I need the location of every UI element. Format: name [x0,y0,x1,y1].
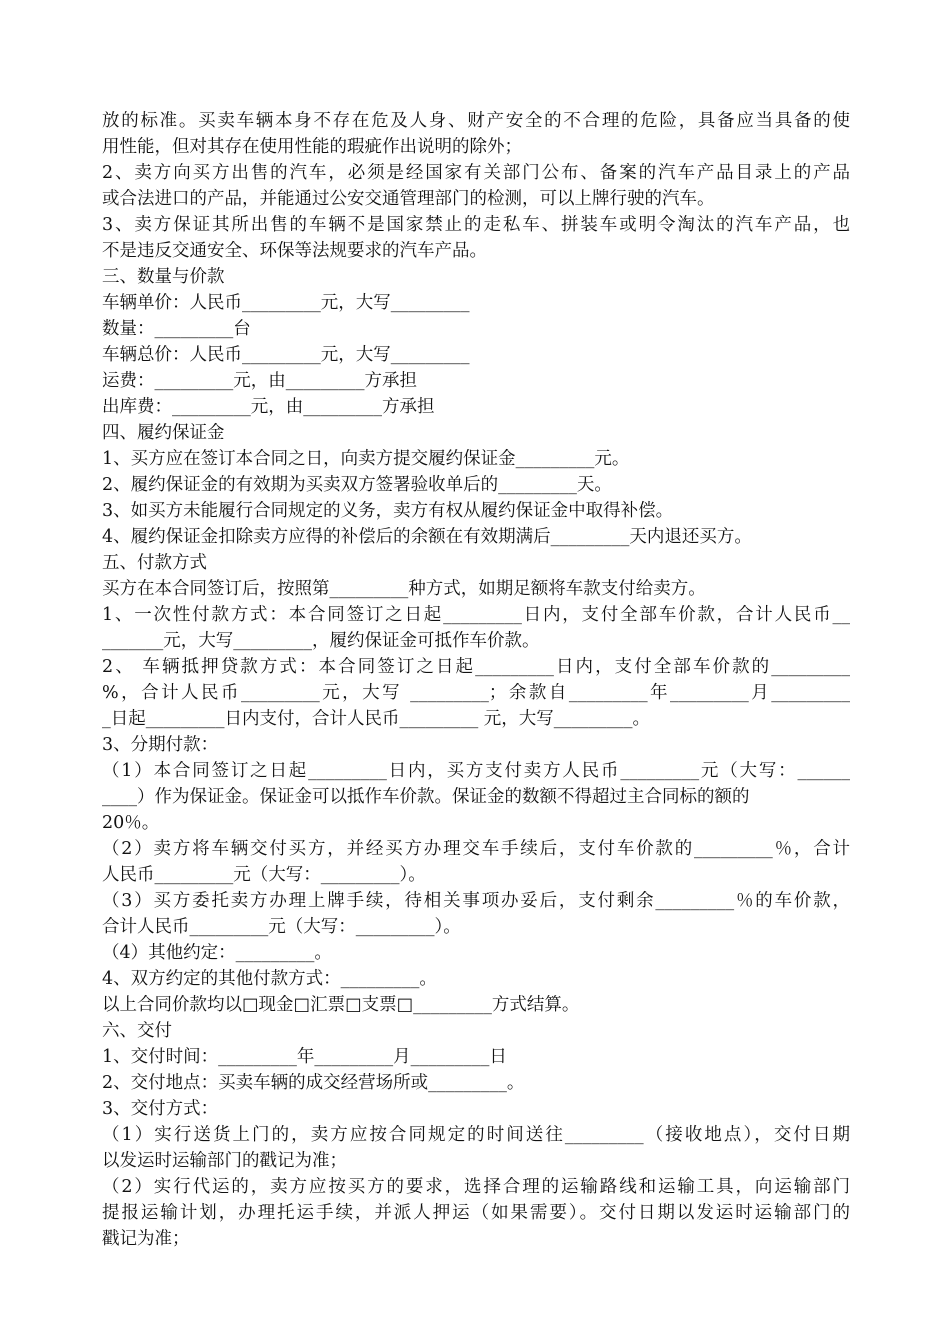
text-line: 放的标准。买卖车辆本身不存在危及人身、财产安全的不合理的危险，具备应当具备的使 [102,111,850,131]
section-heading: 六、交付 [102,1021,172,1041]
text-line: 2、履约保证金的有效期为买卖双方签署验收单后的_________天。 [102,475,612,495]
text-line: 车辆单价：人民币_________元，大写_________ [102,293,470,313]
text-line: 1、买方应在签订本合同之日，向卖方提交履约保证金_________元。 [102,449,630,469]
text-line: 2、 车辆抵押贷款方式：本合同签订之日起_________日内，支付全部车价款的_________ [102,657,850,677]
text-line: 人民币_________元（大写：_________）。 [102,865,426,885]
text-line: 4、履约保证金扣除卖方应得的补偿后的余额在有效期满后_________天内退还买方。 [102,527,752,547]
text-line: 20％。 [102,813,160,833]
text-line: （1）本合同签订之日起_________日内，买方支付卖方人民币_________元（大写：______ [102,761,850,781]
text-line: 不是违反交通安全、环保等法规要求的汽车产品。 [102,241,487,261]
text-line: _______元，大写_________，履约保证金可抵作车价款。 [102,631,540,651]
text-line: 4、双方约定的其他付款方式：_________。 [102,969,437,989]
section-heading: 三、数量与价款 [102,267,225,287]
text-line: 买方在本合同签订后，按照第_________种方式，如期足额将车款支付给卖方。 [102,579,706,599]
text-line: 2、卖方向买方出售的汽车，必须是经国家有关部门公布、备案的汽车产品目录上的产品 [102,163,850,183]
text-line: （1）实行送货上门的，卖方应按合同规定的时间送往_________（接收地点），交付日期 [102,1125,850,1145]
text-line: 车辆总价：人民币_________元，大写_________ [102,345,470,365]
text-line: 以发运时运输部门的戳记为准； [102,1151,347,1171]
text-line: （2）卖方将车辆交付买方，并经买方办理交车手续后，支付车价款的_________％，合计 [102,839,850,859]
text-line: 1、一次性付款方式：本合同签订之日起_________日内，支付全部车价款，合计人民币__ [102,605,850,625]
text-line: （2）实行代运的，卖方应按买方的要求，选择合理的运输路线和运输工具，向运输部门 [102,1177,850,1197]
text-line: 3、卖方保证其所出售的车辆不是国家禁止的走私车、拼装车或明令淘汰的汽车产品，也 [102,215,850,235]
text-line: 提报运输计划，办理托运手续，并派人押运（如果需要）。交付日期以发运时运输部门的 [102,1203,850,1223]
text-line: 数量：_________台 [102,319,251,339]
text-line: 3、分期付款： [102,735,219,755]
text-line: 合计人民币_________元（大写：_________）。 [102,917,461,937]
text-line: 运费：_________元，由_________方承担 [102,371,417,391]
section-heading: 五、付款方式 [102,553,207,573]
text-line: 3、交付方式： [102,1099,219,1119]
text-line: （4）其他约定：_________。 [102,943,332,963]
text-line: 戳记为准； [102,1229,190,1249]
text-line: 1、交付时间：_________年_________月_________日 [102,1047,507,1067]
text-line: 2、交付地点：买卖车辆的成交经营场所或_________。 [102,1073,525,1093]
text-line: _日起_________日内支付，合计人民币_________ 元，大写_________。 [102,709,651,729]
section-heading: 四、履约保证金 [102,423,225,443]
text-line: 3、如买方未能履行合同规定的义务，卖方有权从履约保证金中取得补偿。 [102,501,674,521]
text-line: ____）作为保证金。保证金可以抵作车价款。保证金的数额不得超过主合同标的额的 [102,787,750,807]
text-line: 以上合同价款均以□现金□汇票□支票□_________方式结算。 [102,995,580,1015]
text-line: 或合法进口的产品，并能通过公安交通管理部门的检测，可以上牌行驶的汽车。 [102,189,715,209]
text-line: 用性能，但对其存在使用性能的瑕疵作出说明的除外； [102,137,522,157]
text-line: %，合计人民币_________元，大写 _________；余款自_________年_________月_________ [102,683,850,703]
text-line: （3）买方委托卖方办理上牌手续，待相关事项办妥后，支付剩余_________％的车价款， [102,891,850,911]
text-line: 出库费：_________元，由_________方承担 [102,397,435,417]
